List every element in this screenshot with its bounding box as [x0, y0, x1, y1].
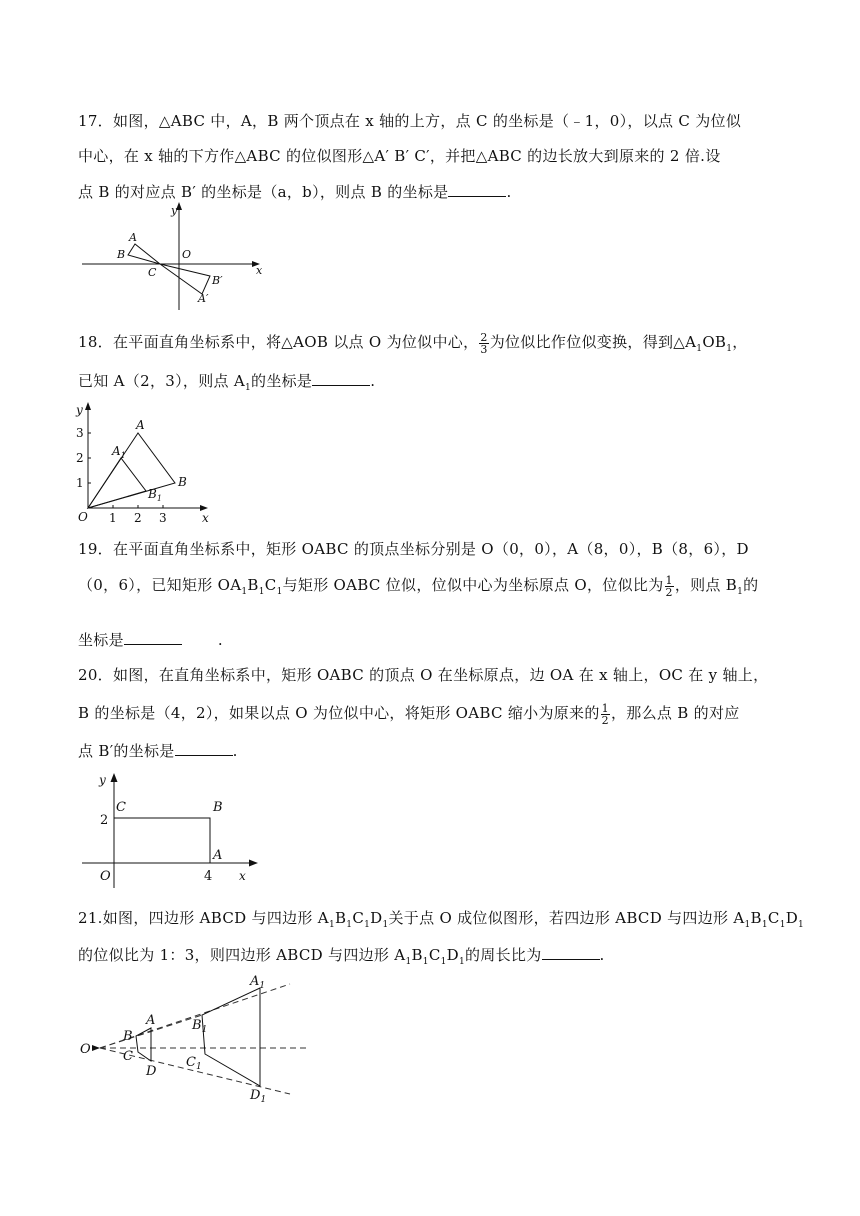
q19-line-1: 19．在平面直角坐标系中，矩形 OABC 的顶点坐标分别是 O（0，0），A（8，0），B（8，6），D: [78, 540, 749, 558]
y-arrow: [111, 773, 118, 782]
fraction-one-half: [665, 575, 674, 598]
q21-text-b: B: [750, 909, 762, 927]
q21-text-e: 关于点 O 成位似图形，若四边形 ABCD 与四边形 A: [388, 909, 745, 927]
label-B: B: [123, 1029, 133, 1044]
sub: 1: [761, 920, 768, 930]
label-C: C: [123, 1049, 133, 1064]
label-x: x: [239, 869, 246, 883]
q20-figure: [78, 770, 268, 890]
q17-line-3: [78, 181, 512, 202]
q19-text-b: B: [247, 576, 259, 594]
q21-text-f: 的位似比为 1：3，则四边形 ABCD 与四边形 A: [78, 946, 406, 964]
label-B: B: [178, 475, 187, 489]
sub: 1: [737, 587, 744, 597]
label-x: x: [202, 511, 209, 525]
q18-text-b: 为位似比作位似变换，得到△A: [489, 333, 697, 351]
fraction-two-thirds: [479, 332, 488, 355]
q19-text-d: 与矩形 OABC 位似，位似中心为坐标原点 O，位似比为: [282, 576, 664, 594]
label-D: D: [146, 1064, 157, 1079]
tick-label-4: 4: [204, 869, 213, 884]
sub: 1: [241, 587, 248, 597]
q19-text-g: 坐标是: [78, 631, 124, 649]
q18-line-1: [78, 331, 748, 355]
frac-den: 2: [601, 713, 609, 727]
q21-line-1: [78, 907, 804, 930]
sub: 1: [440, 957, 447, 967]
sub: 1: [346, 920, 353, 930]
frac-den: 2: [665, 585, 673, 599]
label-x: x: [256, 264, 263, 277]
label-O: O: [78, 510, 88, 524]
triangle-a1ob1: [88, 458, 146, 508]
sub: 1: [328, 920, 335, 930]
sub: 1: [258, 587, 265, 597]
label-B1: $B_1$: [192, 1018, 208, 1035]
q19-line-3: [78, 629, 223, 650]
sub: 1: [726, 344, 733, 354]
q18-text-c: OB: [702, 333, 727, 351]
sub: 1: [382, 920, 389, 930]
center-point-O: [92, 1045, 100, 1051]
q21-text-b: B: [411, 946, 423, 964]
sub: 1: [405, 957, 412, 967]
label-y: y: [171, 204, 178, 217]
q17-line-1: 17．如图，△ABC 中，A，B 两个顶点在 x 轴的上方，点 C 的坐标是（﹣1，0），以点 C 为位似: [78, 112, 742, 130]
q20-line-1: 20．如图，在直角坐标系中，矩形 OABC 的顶点 O 在坐标原点，边 OA 在 x 轴上，OC 在 y 轴上，: [78, 666, 769, 684]
label-C1: $C_1$: [186, 1055, 202, 1072]
period: .: [370, 372, 376, 390]
label-y: y: [76, 403, 83, 417]
q21-text-d: D: [370, 909, 383, 927]
label-C: C: [148, 266, 157, 279]
q19-text-a: （0，6），已知矩形 OA: [78, 576, 242, 594]
label-A1: $A_1$: [250, 974, 266, 991]
sub: 1: [276, 587, 283, 597]
q18-figure: [74, 398, 234, 523]
frac-den: 3: [480, 342, 488, 356]
label-A: A: [146, 1013, 156, 1028]
q21-text-c: C: [352, 909, 365, 927]
sub: 1: [696, 344, 703, 354]
triangle-abc-prime: [160, 264, 210, 294]
q21-text-c: C: [767, 909, 780, 927]
q17-line-3-text: 点 B 的对应点 B′ 的坐标是（a，b），则点 B 的坐标是: [78, 183, 449, 201]
q21-line-2: [78, 944, 605, 967]
q20-text-b: ，那么点 B 的对应: [610, 704, 740, 722]
triangle-abc: [128, 244, 160, 264]
tick-label-2: 2: [100, 813, 109, 828]
label-A1: $A_1$: [112, 444, 126, 460]
sub: 1: [458, 957, 465, 967]
q20-text-c: 点 B′的坐标是: [78, 742, 175, 760]
frac-num: 2: [480, 330, 488, 344]
tick-label-y3: 3: [76, 426, 84, 440]
tick-label-y2: 2: [76, 451, 84, 465]
q20-line-3: [78, 740, 238, 761]
q21-text-d: D: [446, 946, 459, 964]
rectangle-oabc: [114, 818, 210, 863]
label-B: B: [213, 800, 223, 815]
x-arrow: [249, 860, 258, 867]
q21-text-b: B: [334, 909, 347, 927]
quadrilateral-abcd: [136, 1028, 151, 1061]
q18-line-2: [78, 370, 375, 393]
sub: 1: [798, 920, 805, 930]
label-A: A: [213, 848, 223, 863]
q18-text-e: 已知 A（2，3），则点 A: [78, 372, 245, 390]
q19-line-2: [78, 574, 758, 598]
label-B-prime: B′: [212, 274, 223, 287]
tick-label-3: 3: [159, 511, 167, 525]
sub: 1: [422, 957, 429, 967]
sub: 1: [744, 920, 751, 930]
q19-text-f: 的: [743, 576, 759, 594]
q20-line-2: [78, 702, 740, 726]
q21-text-d: D: [785, 909, 799, 927]
label-A: A: [136, 418, 145, 432]
label-O: O: [182, 248, 192, 261]
period: .: [506, 183, 512, 201]
y-arrow: [85, 402, 91, 410]
label-y: y: [99, 773, 106, 787]
answer-blank[interactable]: [448, 182, 506, 197]
answer-blank[interactable]: [312, 371, 370, 386]
period: .: [232, 742, 238, 760]
q20-text-a: B 的坐标是（4，2），如果以点 O 为位似中心，将矩形 OABC 缩小为原来的: [78, 704, 600, 722]
answer-blank[interactable]: [542, 945, 600, 960]
q21-text-c: C: [428, 946, 441, 964]
q18-text-f: 的坐标是: [251, 372, 313, 390]
sub: 1: [779, 920, 786, 930]
answer-blank[interactable]: [124, 630, 182, 645]
q17-line-2: 中心，在 x 轴的下方作△ABC 的位似图形△A′ B′ C′，并把△ABC 的边长放大到原来的 2 倍.设: [78, 147, 721, 165]
label-D1: $D_1$: [250, 1088, 267, 1105]
period: .: [217, 631, 223, 649]
q17-figure: [78, 200, 278, 310]
sub: 1: [364, 920, 371, 930]
label-A-prime: A′: [198, 292, 209, 305]
q21-text-a: 21.如图，四边形 ABCD 与四边形 A: [78, 909, 329, 927]
frac-num: 1: [665, 573, 673, 587]
label-B: B: [117, 248, 126, 261]
quadrilateral-a1b1c1d1: [202, 988, 260, 1086]
frac-num: 1: [601, 701, 609, 715]
q18-text-d: ，: [732, 333, 748, 351]
sub: 1: [245, 383, 252, 393]
label-A: A: [129, 231, 137, 244]
answer-blank[interactable]: [175, 741, 233, 756]
label-C: C: [116, 800, 126, 815]
q21-figure: [78, 972, 308, 1105]
tick-label-y1: 1: [76, 476, 84, 490]
label-O: O: [80, 1042, 91, 1057]
label-O: O: [100, 869, 111, 884]
label-B1: $B_1$: [148, 487, 162, 503]
q19-text-e: ，则点 B: [674, 576, 738, 594]
q19-text-c: C: [264, 576, 277, 594]
tick-label-2: 2: [134, 511, 142, 525]
q18-text-a: 18．在平面直角坐标系中，将△AOB 以点 O 为位似中心，: [78, 333, 479, 351]
q21-text-g: 的周长比为: [465, 946, 542, 964]
period: .: [599, 946, 605, 964]
triangle-aob: [88, 433, 175, 508]
tick-label-1: 1: [109, 511, 117, 525]
fraction-one-half: [601, 703, 610, 726]
